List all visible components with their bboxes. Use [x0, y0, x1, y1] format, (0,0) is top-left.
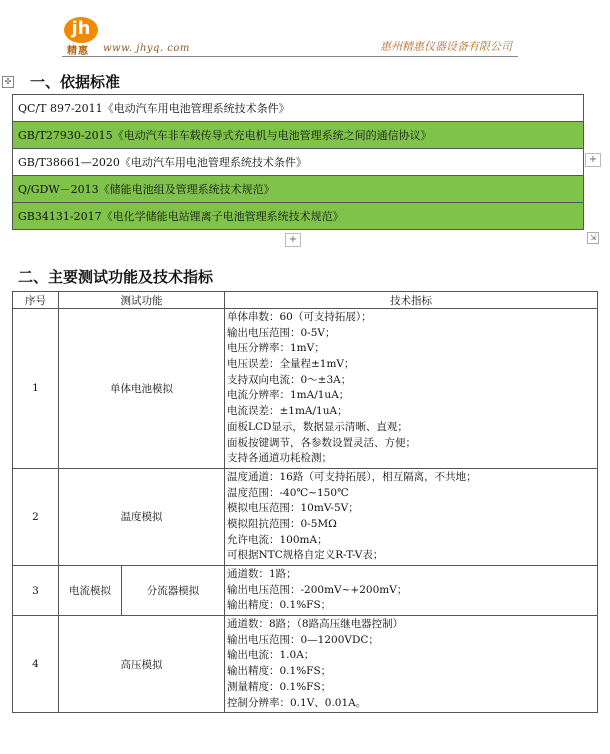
- table-row: [13, 616, 598, 713]
- specs-table: [12, 291, 598, 713]
- spec-line: 输出精度：0.1%FS；: [227, 665, 332, 678]
- spec-line: 通道数：1路；: [227, 568, 297, 580]
- row-no: 2: [13, 468, 59, 565]
- header-no: 序号: [13, 292, 59, 309]
- standard-row: [13, 149, 584, 176]
- standards-table: [12, 94, 584, 230]
- standard-row: [13, 122, 584, 149]
- spec-line: 面板LCD显示，数据显示清晰、直观；: [227, 420, 408, 433]
- spec-line: 测量精度：0.1%FS；: [227, 680, 332, 693]
- spec-line: 电流误差：±1mA/1uA；: [227, 405, 348, 418]
- spec-line: 可根据NTC规格自定义R-T-V表；: [227, 549, 384, 562]
- standard-item: QC/T 897-2011《电动汽车用电池管理系统技术条件》: [13, 95, 584, 122]
- spec-line: 允许电流：100mA；: [227, 533, 328, 546]
- spec-line: 支持各通道功耗检测；: [227, 452, 332, 465]
- standard-item: Q/GDW－2013《储能电池组及管理系统技术规范》: [13, 176, 584, 203]
- spec-line: 电压分辨率：1mV；: [227, 342, 325, 355]
- section-title-standards: 一、依据标准: [30, 73, 121, 91]
- spec-line: 电压误差：全量程±1mV；: [227, 358, 355, 371]
- add-row-button[interactable]: +: [285, 233, 301, 247]
- row-sub-function: 分流器模拟: [122, 566, 225, 616]
- spec-line: 输出电流：1.0A；: [227, 649, 315, 662]
- section-title-specs: 二、主要测试功能及技术指标: [18, 268, 214, 286]
- table-row: [13, 566, 598, 616]
- spec-line: 通道数：8路；（8路高压继电器控制）: [227, 618, 404, 631]
- spec-line: 输出精度：0.1%FS；: [227, 599, 332, 612]
- spec-line: 支持双向电流：0～±3A；: [227, 373, 352, 386]
- spec-line: 温度范围：-40℃~150℃: [227, 486, 349, 499]
- spec-line: 单体串数：60（可支持拓展）；: [227, 311, 372, 323]
- row-specs: [225, 468, 598, 565]
- row-no: 3: [13, 566, 59, 616]
- spec-line: 输出电压范围：0-5V；: [227, 326, 336, 339]
- row-specs: [225, 309, 598, 469]
- spec-line: 输出电压范围：0—1200VDC；: [227, 633, 379, 646]
- standard-row: [13, 95, 584, 122]
- table-row: [13, 468, 598, 565]
- row-function: 电流模拟: [59, 566, 122, 616]
- row-function: 温度模拟: [59, 468, 225, 565]
- spec-line: 模拟阻抗范围：0-5MΩ: [227, 517, 337, 530]
- table-move-handle-icon[interactable]: ✣: [2, 76, 14, 88]
- add-column-button[interactable]: +: [585, 153, 601, 167]
- standard-item: GB/T27930-2015《电动汽车非车载传导式充电机与电池管理系统之间的通信协议》: [13, 122, 584, 149]
- standard-item: GB34131-2017《电化学储能电站锂离子电池管理系统技术规范》: [13, 203, 584, 230]
- standard-item: GB/T38661—2020《电动汽车用电池管理系统技术条件》: [13, 149, 584, 176]
- spec-line: 模拟电压范围：10mV-5V；: [227, 502, 359, 515]
- row-function: 高压模拟: [59, 616, 225, 713]
- table-row: [13, 309, 598, 469]
- website-url: www. jhyq. com: [103, 43, 190, 54]
- spec-line: 温度通道：16路（可支持拓展），相互隔离，不共地；: [227, 470, 477, 483]
- row-specs: [225, 566, 598, 616]
- row-function: 单体电池模拟: [59, 309, 225, 469]
- standard-row: [13, 203, 584, 230]
- header-function: 测试功能: [59, 292, 225, 309]
- spec-line: 面板按键调节，各参数设置灵活、方便；: [227, 436, 416, 449]
- logo-chinese-name: 精惠: [67, 46, 89, 57]
- spec-line: 控制分辨率：0.1V、0.01A。: [227, 696, 367, 709]
- table-header-row: [13, 292, 598, 309]
- company-logo: jh: [64, 17, 98, 43]
- spec-line: 电流分辨率：1mA/1uA；: [227, 389, 350, 402]
- row-specs: [225, 616, 598, 713]
- row-no: 4: [13, 616, 59, 713]
- table-resize-handle-icon[interactable]: ⇲: [587, 232, 599, 244]
- standard-row: [13, 176, 584, 203]
- spec-line: 输出电压范围：-200mV~+200mV；: [227, 583, 408, 596]
- row-no: 1: [13, 309, 59, 469]
- header-divider: [62, 56, 518, 57]
- header-specs: 技术指标: [225, 292, 598, 309]
- company-name: 惠州精惠仪器设备有限公司: [380, 40, 512, 53]
